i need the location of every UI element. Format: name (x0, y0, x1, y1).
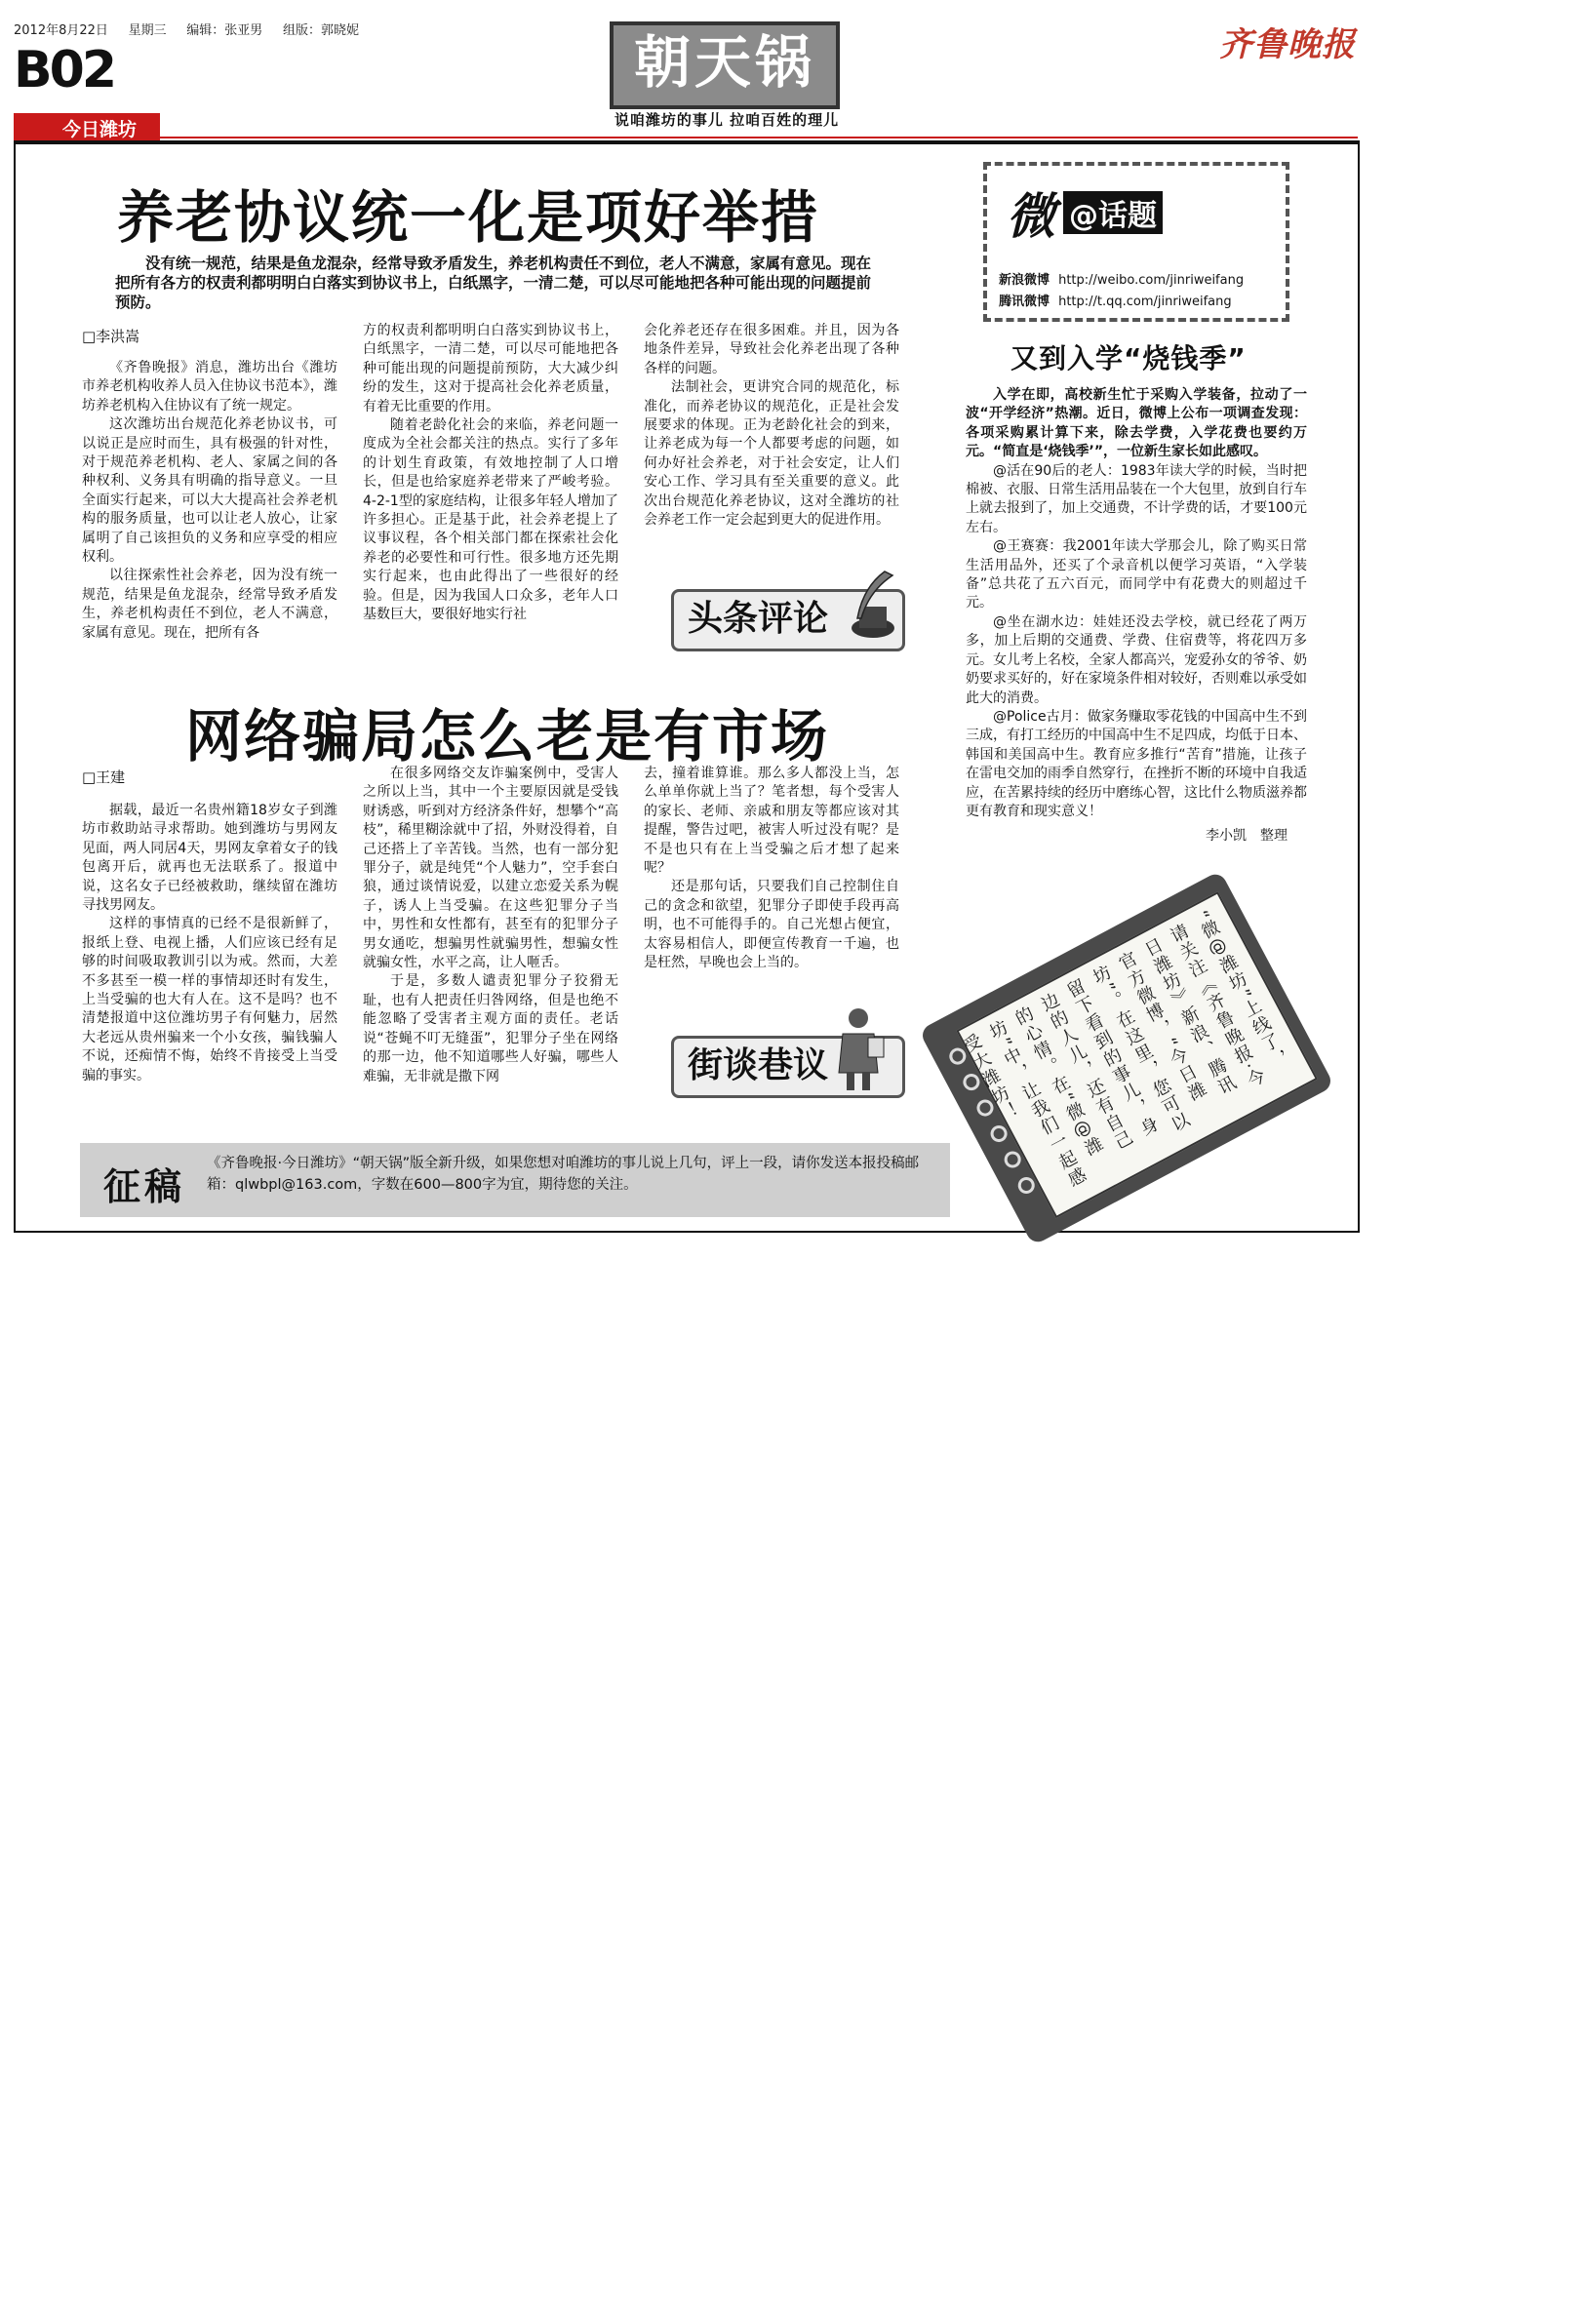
paragraph: 法制社会，更讲究合同的规范化，标准化，而养老协议的规范化，正是社会发展要求的体现。正为老龄化社会的到来，让养老成为每一个人都要考虑的问题，如何办好社会养老，对于社会安定，让人们安心工作、学习具有至关重要的意义。此次出台规范化养老协议，这对全潍坊的社会养老工作一定会起到更大的促进作用。 (644, 379, 899, 529)
paragraph: 这样的事情真的已经不是很新鲜了，报纸上登、电视上播，人们应该已经有足够的时间吸取教训引以为戒。然而，大差不多甚至一模一样的事情却还时有发生，上当受骗的也大有人在。这不是吗？也不清楚报道中这位潍坊男子有何魅力，居然大老远从贵州骗来一个小女孩，骗钱骗人不说，还痴情不悔，始终不肯接受上当受骗的事实。 (82, 916, 337, 1083)
paragraph: 《齐鲁晚报》消息，潍坊出台《潍坊市养老机构收养人员入住协议书范本》，潍坊养老机构入住协议有了统一规定。 (82, 360, 337, 414)
notice-label: 征稿 (103, 1165, 186, 1208)
section-tag: 今日潍坊 (14, 113, 160, 142)
weibo-comment: @坐在湖水边：娃娃还没去学校，就已经花了两万多，加上后期的交通费、学费、住宿费等，将花四万多元。女儿考上名校，全家人都高兴，宠爱孙女的爷爷、奶奶要求买好的，好在家境条件相对较好，否则难以承受如此大的消费。 (966, 613, 1307, 706)
sidebar-headline: 又到入学“烧钱季” (1010, 342, 1247, 374)
paper-logo: 齐鲁晚报 (1219, 25, 1356, 64)
weibo-comment: @Police古月：做家务赚取零花钱的中国高中生不到三成，有打工经历的中国高中生不足四成，均低于日本、韩国和美国高中生。教育应多推行“苦育”措施，让孩子在雷电交加的雨季自然穿行，在挫折不断的环境中自我适应，在苦累持续的经历中磨练心智，这比什么物质滋养都更有教育和现实意义！ (966, 708, 1307, 819)
issue-weekday: 星期三 (128, 23, 167, 38)
paragraph: 会化养老还存在很多困难。并且，因为各地条件差异，导致社会化养老出现了各种各样的问题。 (644, 323, 899, 376)
notice-text: 《齐鲁晚报·今日潍坊》“朝天锅”版全新升级，如果您想对咱潍坊的事儿说上几句，评上一段，请你发送本报投稿邮箱：qlwbpl@163.com，字数在600—800字为宜，期待您的关注。 (207, 1156, 920, 1193)
masthead-slogan: 说咱潍坊的事儿 拉咱百姓的理儿 (614, 111, 840, 129)
weibo-comment: @活在90后的老人：1983年读大学的时候，当时把棉被、衣服、日常生活用品装在一个大包里，放到自行车上就去报到了，加上交通费，不计学费的话，才要100元左右。 (966, 462, 1307, 535)
sina-url: http://weibo.com/jinriweifang (1058, 273, 1245, 288)
speaker-figure-icon (829, 1004, 888, 1096)
paragraph: 于是，多数人谴责犯罪分子狡猾无耻，也有人把责任归咎网络，但是也绝不能忽略了受害者主观方面的责任。老话说“苍蝇不叮无缝蛋”，犯罪分子坐在网络的那一边，他不知道哪些人好骗，哪些人难骗，无非就是撒下网 (363, 973, 618, 1084)
masthead-title: 朝天锅 (610, 21, 840, 109)
article1-col2 (363, 322, 618, 625)
paragraph: 据载，最近一名贵州籍18岁女子到潍坊市救助站寻求帮助。她到潍坊与男网友见面，两人同居4天，男网友拿着女子的钱包离开后，就再也无法联系了。报道中说，这名女子已经被救助，继续留在潍坊寻找男网友。 (82, 803, 337, 914)
badge-label: 街谈巷议 (688, 1045, 829, 1085)
article2-byline: □王建 (82, 768, 126, 786)
sidebar-intro: 入学在即，高校新生忙于采购入学装备，拉动了一波“开学经济”热潮。近日，微博上公布一项调查发现：各项采购累计算下来，除去学费，入学花费也要约万元。“简直是‘烧钱季’”，一位新生家长如此感叹。 (966, 387, 1307, 460)
sina-label: 新浪微博 (999, 273, 1050, 288)
weibo-title-char: 微 (1007, 187, 1055, 245)
article1-col1 (82, 359, 337, 643)
article2-headline: 网络骗局怎么老是有市场 (185, 703, 830, 769)
badge-label: 头条评论 (688, 599, 829, 639)
weibo-title-at: @话题 (1063, 191, 1163, 234)
weibo-topic-box (983, 162, 1289, 322)
section-rule (160, 137, 1358, 138)
article2-col2 (363, 765, 618, 1086)
article1-lede: 没有统一规范，结果是鱼龙混杂，经常导致矛盾发生，养老机构责任不到位，老人不满意，家属有意见。现在把所有各方的权责利都明明白白落实到协议书上，白纸黑字，一清二楚，可以尽可能地把各种可能出现的问题提前预防。 (115, 255, 872, 311)
editor-credit: 编辑：张亚男 (186, 23, 263, 38)
paragraph: 以往探索性社会养老，因为没有统一规范，结果是鱼龙混杂，经常导致矛盾发生，养老机构责任不到位，老人不满意，家属有意见。现在，把所有各 (82, 568, 337, 641)
page-number: B02 (14, 41, 114, 99)
paragraph: 在很多网络交友诈骗案例中，受害人之所以上当，其中一个主要原因就是受钱财诱惑，听到对方经济条件好，想攀个“高枝”，稀里糊涂就中了招，外财没得着，自己还搭上了辛苦钱。当然，也有一部分犯罪分子，就是纯凭“个人魅力”，空手套白狼，通过谈情说爱，以建立恋爱关系为幌子，诱人上当受骗。在这些犯罪分子当中，男性和女性都有，甚至有的犯罪分子男女通吃，想骗男性就骗男性，想骗女性就骗女性，水平之高，让人咂舌。 (363, 766, 618, 971)
tencent-weibo-line (999, 291, 1232, 309)
header-meta (14, 20, 359, 38)
paragraph: 方的权责利都明明白白落实到协议书上，白纸黑字，一清二楚，可以尽可能地把各种可能出现的问题提前预防，大大减少纠纷的发生，这对于提高社会化养老质量，有着无比重要的作用。 (363, 323, 618, 414)
article2-col1 (82, 802, 337, 1085)
sidebar-body (966, 386, 1307, 847)
sina-weibo-line (999, 269, 1244, 288)
notebook-text: “微@潍坊”上线了，请关注《齐鲁晚报·今日潍坊》新浪、腾讯官方微博，“今日潍坊”。在这里，您可以留下看到的事儿，身边的人儿，还有自己的心情。在“微@潍坊”中，让我们一起感受大潍坊！ (958, 907, 1293, 1192)
paragraph: 去，撞着谁算谁。那么多人都没上当，怎么单单你就上当了？笔者想，每个受害人的家长、老师、亲戚和朋友等都应该对其提醒，警告过吧，被害人听过没有呢？是不是也只有在上当受骗之后才想了起来呢？ (644, 766, 899, 877)
article2-col3 (644, 765, 899, 972)
weibo-title (1007, 177, 1163, 248)
paragraph: 还是那句话，只要我们自己控制住自己的贪念和欲望，犯罪分子即使手段再高明，也不可能得手的。自己光想占便宜，太容易相信人，即便宣传教育一千遍，也是枉然，早晚也会上当的。 (644, 879, 899, 971)
tencent-url: http://t.qq.com/jinriweifang (1058, 295, 1232, 309)
article1-col3 (644, 322, 899, 530)
tencent-label: 腾讯微博 (999, 295, 1050, 309)
call-for-papers-bar (80, 1143, 950, 1217)
paragraph: 这次潍坊出台规范化养老协议书，可以说正是应时而生，具有极强的针对性，对于规范养老机构、老人、家属之间的各种权利、义务具有明确的指导意义。一旦全面实行起来，可以大大提高社会养老机构的服务质量，也可以让老人放心，让家属明了自己该担负的义务和应享受的相应权利。 (82, 416, 337, 566)
paragraph: 随着老龄化社会的来临，养老问题一度成为全社会都关注的热点。实行了多年的计划生育政策，有效地控制了人口增长，但是也给家庭养老带来了严峻考验。4-2-1型的家庭结构，让很多年轻人增加了许多担心。正是基于此，社会养老提上了议事议程，各个相关部门都在探索社会化养老的必要性和可行性。很多地方还先期实行起来，也由此得出了一些很好的经验。但是，因为我国人口众多，老年人口基数巨大，要很好地实行社 (363, 417, 618, 623)
layout-credit: 组版：郭晓妮 (282, 23, 359, 38)
quill-ink-icon (824, 568, 902, 650)
article1-byline: □李洪嵩 (82, 328, 140, 345)
issue-date: 2012年8月22日 (14, 23, 108, 38)
weibo-comment: @王赛赛：我2001年读大学那会儿，除了购买日常生活用品外，还买了个录音机以便学习英语，“入学装备”总共花了五六百元，而同学中有花费大的则超过千元。 (966, 538, 1307, 611)
sidebar-compiler: 李小凯 整理 (1206, 828, 1288, 845)
article1-headline: 养老协议统一化是项好举措 (117, 184, 820, 251)
